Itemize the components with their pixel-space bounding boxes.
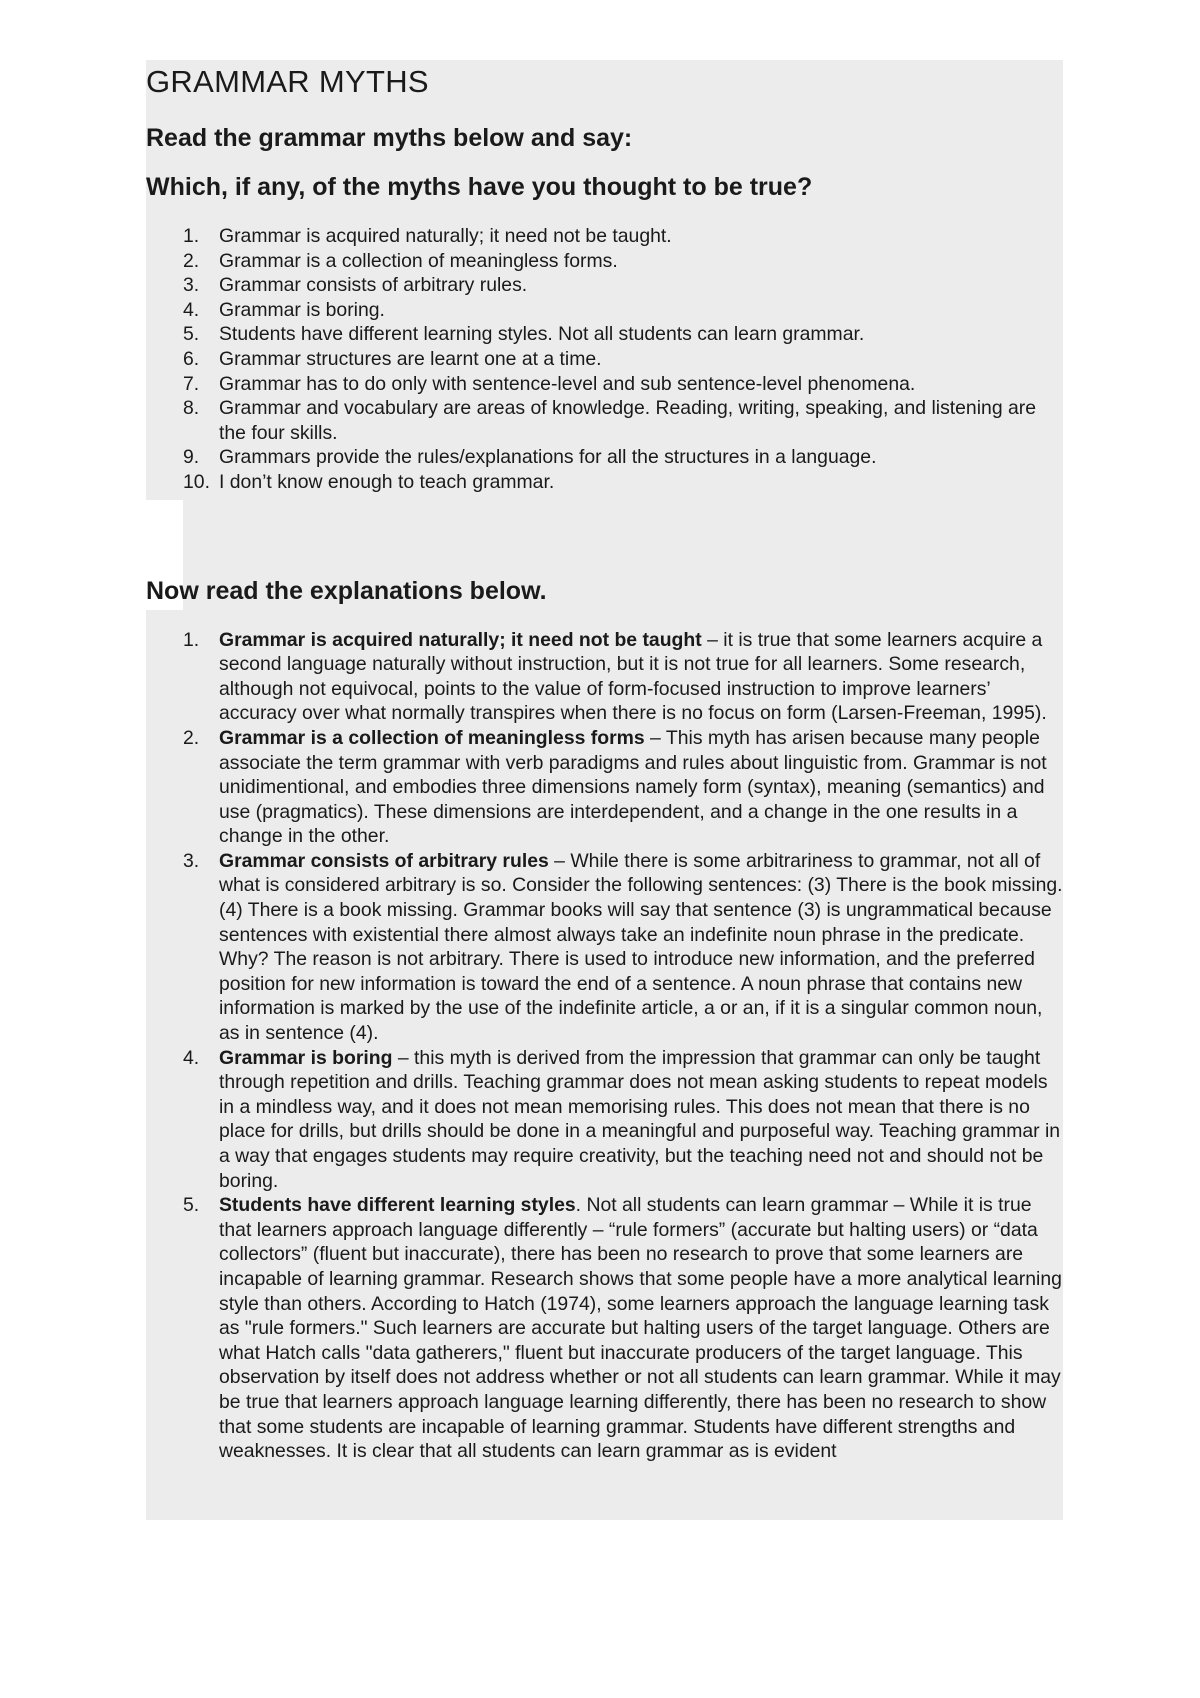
myth-item <box>146 396 1066 445</box>
myth-item <box>146 347 1066 372</box>
list-number: 5. <box>183 1194 200 1217</box>
myth-text: Grammar is a collection of meaningless forms. <box>219 249 618 272</box>
myth-item <box>146 470 1066 495</box>
myth-text: Grammar is boring. <box>219 298 385 321</box>
list-number: 8. <box>183 397 200 420</box>
myths-list <box>146 224 1066 495</box>
myth-statement: Grammar is boring <box>219 1046 393 1069</box>
explanations-heading: Now read the explanations below. <box>146 576 547 605</box>
myth-item <box>146 372 1066 397</box>
list-number: 6. <box>183 347 200 370</box>
document-title: GRAMMAR MYTHS <box>146 64 429 99</box>
list-number: 3. <box>183 849 200 872</box>
myth-item <box>146 273 1066 298</box>
list-number: 4. <box>183 1046 200 1069</box>
myth-text: Grammar has to do only with sentence-level and sub sentence-level phenomena. <box>219 372 916 395</box>
explanation-item <box>146 1193 1066 1464</box>
list-number: 1. <box>183 225 200 247</box>
list-number: 2. <box>183 726 200 749</box>
myth-item <box>146 445 1066 470</box>
myth-statement: Grammar is a collection of meaningless forms <box>219 726 645 749</box>
explanation-item <box>146 726 1066 849</box>
list-number: 7. <box>183 372 200 395</box>
list-number: 1. <box>183 628 200 651</box>
instruction-heading: Read the grammar myths below and say: <box>146 124 633 152</box>
myth-text: Grammar and vocabulary are areas of knowledge. Reading, writing, speaking, and listening are the four skills. <box>219 397 1037 444</box>
explanation-text: – this myth is derived from the impression that grammar can only be taught through repetition and drills. Teaching grammar does not mean asking students to repeat models in a mindless way, and it does not mean memorising rules. This does not mean that there is no place for drills, but drills should be done in a meaningful and purposeful way. Teaching grammar in a way that engages students may require creativity, but the teaching need not and should not be boring. <box>219 1046 1061 1192</box>
myth-text: Grammar is acquired naturally; it need not be taught. <box>219 225 672 247</box>
explanation-item <box>146 628 1066 726</box>
document-page <box>146 58 1066 1464</box>
myth-text: Grammar consists of arbitrary rules. <box>219 274 528 297</box>
question-heading: Which, if any, of the myths have you thought to be true? <box>146 173 813 201</box>
list-number: 3. <box>183 274 200 297</box>
myth-text: Grammar structures are learnt one at a time. <box>219 347 602 370</box>
myth-statement: Students have different learning styles <box>219 1194 576 1217</box>
myth-item <box>146 298 1066 323</box>
list-number: 9. <box>183 446 200 469</box>
myth-item <box>146 249 1066 274</box>
list-number: 2. <box>183 249 200 272</box>
myth-item <box>146 224 1066 249</box>
myth-statement: Grammar consists of arbitrary rules <box>219 849 549 872</box>
myth-statement: Grammar is acquired naturally; it need not be taught <box>219 628 702 651</box>
myth-item <box>146 322 1066 347</box>
explanation-item <box>146 849 1066 1046</box>
explanation-text: – This myth has arisen because many people associate the term grammar with verb paradigms and rules about linguistic from. Grammar is not unidimentional, and embodies three dimensions namely form (syntax), meaning (semantics) and use (pragmatics). These dimensions are interdependent, and a change in the one results in a change in the other. <box>219 726 1047 848</box>
explanation-text: . Not all students can learn grammar – While it is true that learners approach language differently – “rule formers” (accurate but halting users) or “data collectors” (fluent but inaccurate), there has been no research to prove that some learners are incapable of learning grammar. Research shows that some people have a more analytical learning style than others. According to Hatch (1974), some learners approach the language learning task as "rule formers." Such learners are accurate but halting users of the target language. Others are what Hatch calls "data gatherers," fluent but inaccurate producers of the target language. This observation by itself does not address whether or not all students can learn grammar. While it may be true that learners approach language learning differently, there has been no research to show that some students are incapable of learning grammar. Students have different strengths and weaknesses. It is clear that all students can learn grammar as is evident <box>219 1194 1062 1463</box>
list-number: 10. <box>183 470 210 493</box>
myth-text: I don’t know enough to teach grammar. <box>219 470 555 493</box>
explanations-list <box>146 628 1066 1464</box>
myth-text: Grammars provide the rules/explanations for all the structures in a language. <box>219 446 877 469</box>
explanation-text: – it is true that some learners acquire a second language naturally without instruction, but it is not true for all learners. Some research, although not equivocal, points to the value of form-focused instruction to improve learners’ accuracy over what normally transpires when there is no focus on form (Larsen-Freeman, 1995). <box>219 628 1047 725</box>
myth-text: Students have different learning styles. Not all students can learn grammar. <box>219 323 865 346</box>
list-number: 5. <box>183 323 200 346</box>
list-number: 4. <box>183 298 200 321</box>
explanation-text: – While there is some arbitrariness to grammar, not all of what is considered arbitrary is so. Consider the following sentences: (3) There is the book missing. (4) There is a book missing. Grammar books will say that sentence (3) is ungrammatical because sentences with existential there almost always take an indefinite noun phrase in the predicate. Why? The reason is not arbitrary. There is used to introduce new information, and the preferred position for new information is toward the end of a sentence. A noun phrase that contains new information is marked by the use of the indefinite article, a or an, if it is a singular common noun, as in sentence (4). <box>219 849 1063 1045</box>
explanation-item <box>146 1046 1066 1194</box>
